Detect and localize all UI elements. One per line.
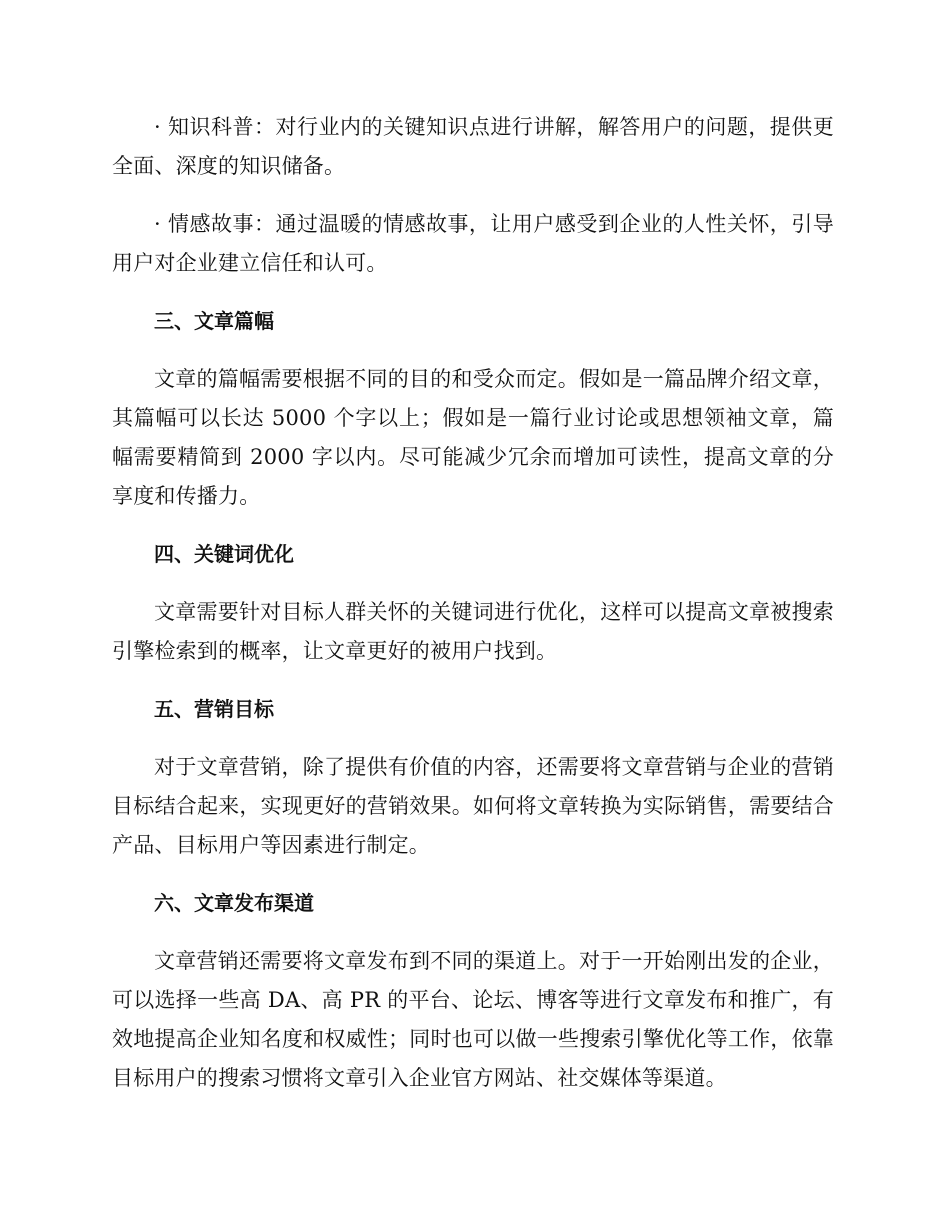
paragraph-keyword-optimization: 文章需要针对目标人群关怀的关键词进行优化，这样可以提高文章被搜索引擎检索到的概率，让文章更好的被用户找到。 xyxy=(112,600,834,663)
paragraph-emotional-story: · 情感故事：通过温暖的情感故事，让用户感受到企业的人性关怀，引导用户对企业建立信任和认可。 xyxy=(112,212,834,275)
paragraph-article-length: 文章的篇幅需要根据不同的目的和受众而定。假如是一篇品牌介绍文章，其篇幅可以长达 5000 个字以上；假如是一篇行业讨论或思想领袖文章，篇幅需要精简到 2000 字以内。尽可能减少冗余而增加可读性，提高文章的分享度和传播力。 xyxy=(112,367,834,508)
document-body xyxy=(112,108,834,1117)
section-heading-marketing-goals: 五、营销目标 xyxy=(154,697,274,721)
section-heading-keyword-optimization: 四、关键词优化 xyxy=(154,542,294,566)
paragraph-knowledge: · 知识科普：对行业内的关键知识点进行讲解，解答用户的问题，提供更全面、深度的知识储备。 xyxy=(112,115,834,178)
section-heading-article-length: 三、文章篇幅 xyxy=(154,309,274,333)
paragraph-marketing-goals: 对于文章营销，除了提供有价值的内容，还需要将文章营销与企业的营销目标结合起来，实现更好的营销效果。如何将文章转换为实际销售，需要结合产品、目标用户等因素进行制定。 xyxy=(112,755,834,857)
paragraph-publishing-channels: 文章营销还需要将文章发布到不同的渠道上。对于一开始刚出发的企业，可以选择一些高 DA、高 PR 的平台、论坛、博客等进行文章发布和推广，有效地提高企业知名度和权威性；同时也可以做一些搜索引擎优化等工作，依靠目标用户的搜索习惯将文章引入企业官方网站、社交媒体等渠道。 xyxy=(112,949,834,1090)
section-heading-publishing-channels: 六、文章发布渠道 xyxy=(154,891,314,915)
